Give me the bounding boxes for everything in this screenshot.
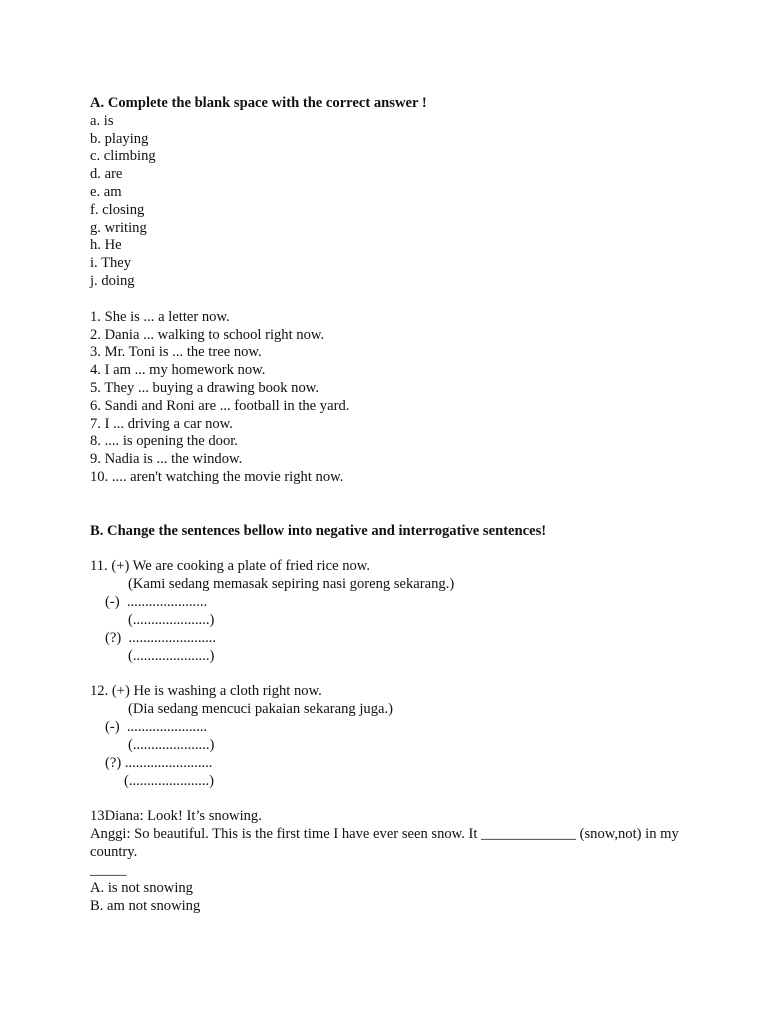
q11-negative-blank: (-) ...................... xyxy=(105,594,208,610)
option-item: f. closing xyxy=(90,202,145,218)
question-item: 7. I ... driving a car now. xyxy=(90,416,233,432)
q11-interrogative-translation-blank: (.....................) xyxy=(128,648,215,664)
section-b-heading: B. Change the sentences bellow into negative and interrogative sentences! xyxy=(90,523,547,539)
q12-negative-translation-blank: (.....................) xyxy=(128,737,215,753)
question-item: 4. I am ... my homework now. xyxy=(90,362,266,378)
question-item: 1. She is ... a letter now. xyxy=(90,309,230,325)
q12-interrogative-translation-blank: (......................) xyxy=(124,773,214,789)
question-item: 9. Nadia is ... the window. xyxy=(90,451,243,467)
option-item: i. They xyxy=(90,255,132,271)
question-item: 8. .... is opening the door. xyxy=(90,433,238,449)
q12-negative-blank: (-) ...................... xyxy=(105,719,208,735)
q13-answer-blank: _____ xyxy=(90,862,127,878)
q11-sentence: 11. (+) We are cooking a plate of fried rice now. xyxy=(90,558,371,574)
option-item: h. He xyxy=(90,237,122,253)
q12-interrogative-blank: (?) ........................ xyxy=(105,755,213,771)
q13-option-a: A. is not snowing xyxy=(90,880,193,896)
option-item: b. playing xyxy=(90,131,149,147)
question-item: 2. Dania ... walking to school right now. xyxy=(90,327,325,343)
section-a-heading: A. Complete the blank space with the correct answer ! xyxy=(90,95,427,111)
q11-translation: (Kami sedang memasak sepiring nasi goreng sekarang.) xyxy=(128,576,455,592)
question-item: 5. They ... buying a drawing book now. xyxy=(90,380,320,396)
q13-dialogue-line-2: Anggi: So beautiful. This is the first time I have ever seen snow. It _____________ (snow,not) in my country. xyxy=(90,826,679,860)
option-item: c. climbing xyxy=(90,148,156,164)
q11-interrogative-blank: (?) ........................ xyxy=(105,630,217,646)
option-item: e. am xyxy=(90,184,122,200)
option-item: g. writing xyxy=(90,220,147,236)
q13-dialogue-line-1: 13Diana: Look! It’s snowing. xyxy=(90,808,262,824)
option-item: d. are xyxy=(90,166,123,182)
option-item: j. doing xyxy=(90,273,135,289)
q13-option-b: B. am not snowing xyxy=(90,898,201,914)
option-item: a. is xyxy=(90,113,114,129)
q12-sentence: 12. (+) He is washing a cloth right now. xyxy=(90,683,322,699)
question-item: 6. Sandi and Roni are ... football in the yard. xyxy=(90,398,350,414)
question-item: 3. Mr. Toni is ... the tree now. xyxy=(90,344,262,360)
q11-negative-translation-blank: (.....................) xyxy=(128,612,215,628)
q12-translation: (Dia sedang mencuci pakaian sekarang juga.) xyxy=(128,701,394,717)
question-item: 10. .... aren't watching the movie right now. xyxy=(90,469,344,485)
